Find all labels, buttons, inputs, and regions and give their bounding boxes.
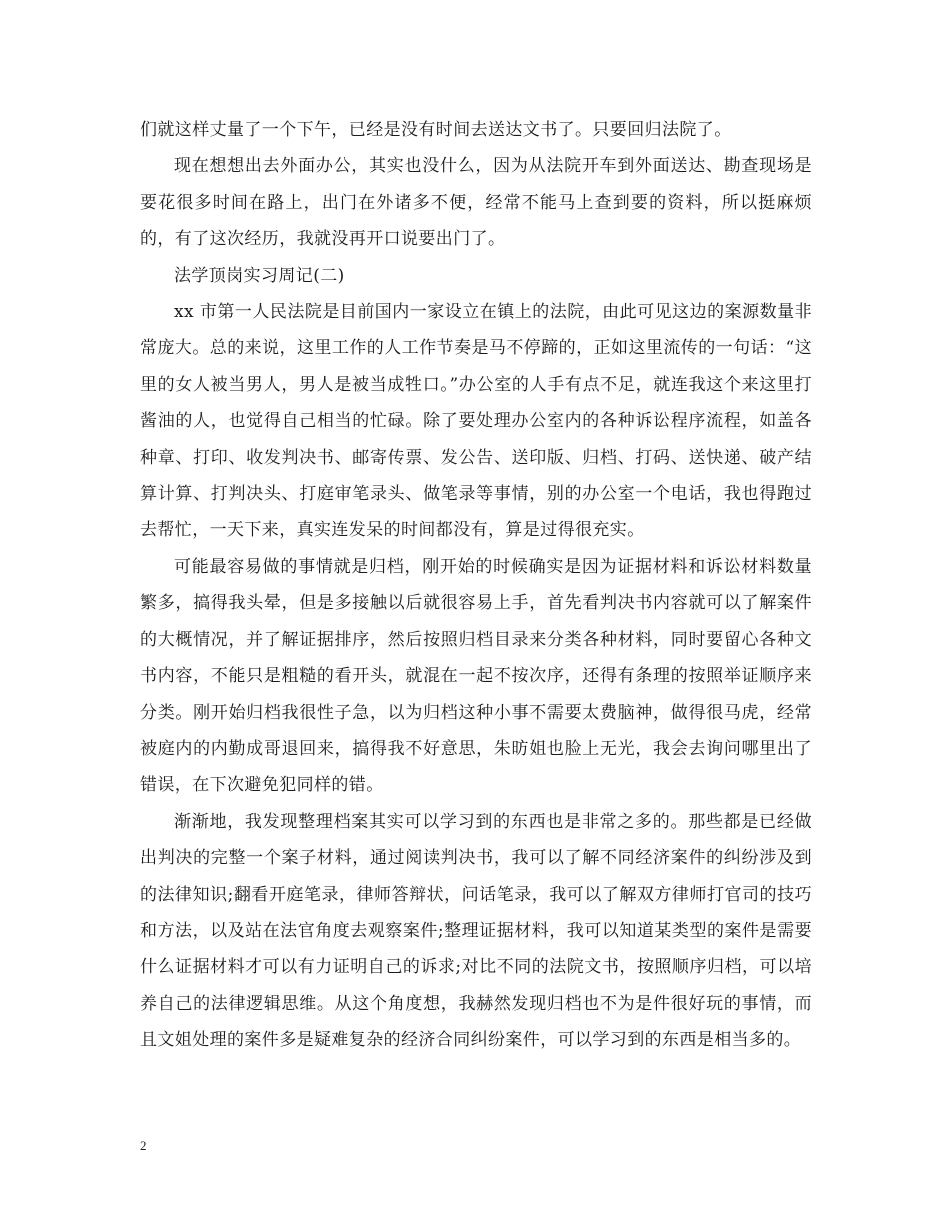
paragraph-office-reflection: 现在想想出去外面办公，其实也没什么，因为从法院开车到外面送达、勘查现场是要花很多时间在路上，出门在外诸多不便，经常不能马上查到要的资料，所以挺麻烦的，有了这次经历，我就没再开口说要出门了。 bbox=[140, 156, 812, 250]
paragraph-filing-work: 可能最容易做的事情就是归档，刚开始的时候确实是因为证据材料和诉讼材料数量繁多，搞得我头晕，但是多接触以后就很容易上手，首先看判决书内容就可以了解案件的大概情况，并了解证据排序，然后按照归档目录来分类各种材料，同时要留心各种文书内容，不能只是粗糙的看开头，就混在一起不按次序，还得有条理的按照举证顺序来分类。刚开始归档我很性子急，以为归档这种小事不需要太费脑神，做得很马虎，经常被庭内的内勤成哥退回来，搞得我不好意思，朱昉姐也脸上无光，我会去询问哪里出了错误，在下次避免犯同样的错。 bbox=[140, 556, 812, 796]
page-number: 2 bbox=[140, 1138, 147, 1153]
section-heading: 法学顶岗实习周记(二) bbox=[174, 265, 345, 286]
paragraph-court-intro: xx 市第一人民法院是目前国内一家设立在镇上的法院，由此可见这边的案源数量非常庞大。总的来说，这里工作的人工作节奏是马不停蹄的，正如这里流传的一句话：“这里的女人被当男人，男人是被当成牲口。”办公室的人手有点不足，就连我这个来这里打酱油的人，也觉得自己相当的忙碌。除了要处理办公室内的各种诉讼程序流程，如盖各种章、打印、收发判决书、邮寄传票、发公告、送印版、归档、打码、送快递、破产结算计算、打判决头、打庭审笔录头、做笔录等事情，别的办公室一个电话，我也得跑过去帮忙，一天下来，真实连发呆的时间都没有，算是过得很充实。 bbox=[140, 302, 812, 541]
paragraph-learning: 渐渐地，我发现整理档案其实可以学习到的东西也是非常之多的。那些都是已经做出判决的完整一个案子材料，通过阅读判决书，我可以了解不同经济案件的纠纷涉及到的法律知识;翻看开庭笔录，律师答辩状，问话笔录，我可以了解双方律师打官司的技巧和方法，以及站在法官角度去观察案件;整理证据材料，我可以知道某类型的案件是需要什么证据材料才可以有力证明自己的诉求;对比不同的法院文书，按照顺序归档，可以培养自己的法律逻辑思维。从这个角度想，我赫然发现归档也不为是件很好玩的事情，而且文姐处理的案件多是疑难复杂的经济合同纠纷案件，可以学习到的东西是相当多的。 bbox=[140, 811, 812, 1051]
paragraph-continuation: 们就这样丈量了一个下午，已经是没有时间去送达文书了。只要回归法院了。 bbox=[140, 120, 732, 140]
body-text bbox=[140, 112, 812, 1059]
